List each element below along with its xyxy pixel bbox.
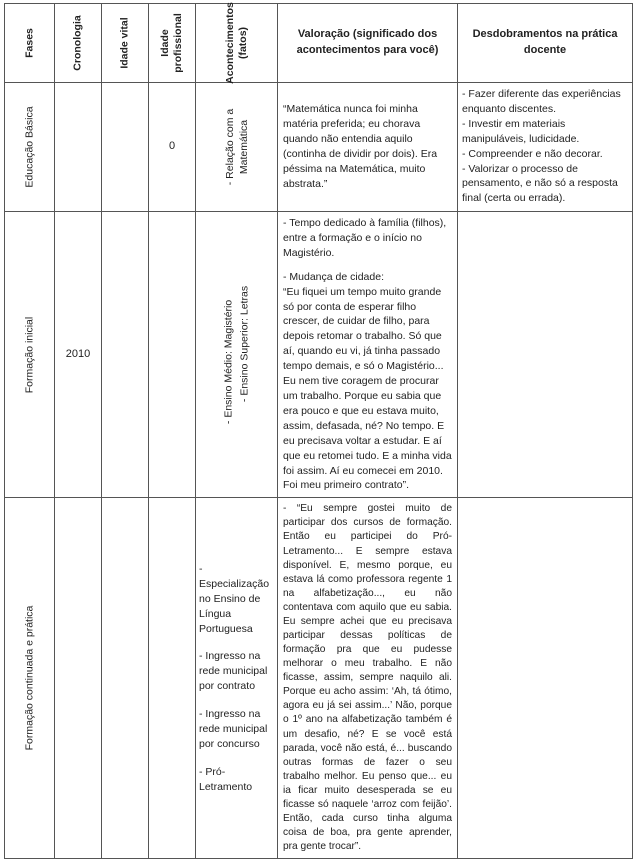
row2-valoracao-item: - Mudança de cidade: bbox=[283, 270, 384, 283]
header-desdobramentos-line1: Desdobramentos na prática bbox=[472, 28, 618, 41]
header-fases-label: Fases bbox=[22, 28, 35, 58]
row1-idade-profissional: 0 bbox=[149, 83, 196, 212]
header-idade-profissional bbox=[149, 4, 196, 83]
row3-idade-profissional bbox=[149, 498, 196, 859]
header-cronologia-label: Cronologia bbox=[71, 15, 84, 71]
row3-fase bbox=[5, 498, 55, 859]
header-acontecimentos bbox=[196, 4, 278, 83]
header-cronologia bbox=[55, 4, 102, 83]
row2-valoracao bbox=[278, 212, 458, 498]
header-idade-profissional-line2: profissional bbox=[172, 13, 184, 73]
header-desdobramentos-line2: docente bbox=[523, 44, 567, 56]
header-acontecimentos-label bbox=[223, 2, 249, 84]
row2-valoracao-quote: “Eu fiquei um tempo muito grande só por conta de esperar filho crescer, de cuidar de filho, para depois retomar o trabalho. Só que aí, quando eu vi, já tinha passado tempo demais, e só o Magistério... Eu nem tive coragem de procurar um trabalho. Porque eu sabia que era pouco e que eu estava muito, assim, defasada, né? No tempo. E eu precisava voltar a estudar. E aí que eu retomei tudo. E a minha vida foi assim. Aí eu comecei em 2010. Foi meu primeiro contrato”. bbox=[283, 285, 452, 492]
row3-acontecimentos bbox=[196, 498, 278, 859]
header-fases bbox=[5, 4, 55, 83]
row3-cronologia bbox=[55, 498, 102, 859]
row1-acontecimento-line1: - Relação com a bbox=[223, 108, 236, 186]
row2-acontecimentos-text bbox=[221, 286, 253, 424]
header-acontecimentos-line1: Acontecimentos bbox=[223, 2, 236, 84]
row2-acontecimento-line2: - Ensino Superior: Letras bbox=[237, 285, 250, 402]
header-acontecimentos-line2: (fatos) bbox=[236, 26, 249, 60]
row2-acontecimento-line1: - Ensino Médio: Magistério bbox=[221, 299, 234, 424]
header-idade-vital-label: Idade vital bbox=[118, 17, 131, 69]
row1-acontecimentos bbox=[196, 83, 278, 212]
row1-desdobramento-item: - Valorizar o processo de pensamento, e não só a resposta final (certa ou errada). bbox=[462, 162, 618, 205]
row1-cronologia bbox=[55, 83, 102, 212]
header-idade-profissional-label bbox=[159, 13, 185, 73]
row1-valoracao bbox=[278, 83, 458, 212]
row1-idade-vital bbox=[102, 83, 149, 212]
row3-fase-label: Formação continuada e prática bbox=[23, 605, 36, 751]
row3-idade-vital bbox=[102, 498, 149, 859]
header-desdobramentos bbox=[458, 4, 633, 83]
row1-desdobramento-item: - Fazer diferente das experiências enquanto discentes. bbox=[462, 88, 621, 115]
row3-acontecimento-item: - Pró-Letramento bbox=[199, 765, 253, 793]
header-valoracao bbox=[278, 4, 458, 83]
row2-idade-vital bbox=[102, 212, 149, 498]
table-row bbox=[5, 83, 633, 212]
table-row bbox=[5, 498, 633, 859]
row2-cronologia: 2010 bbox=[55, 212, 102, 498]
row1-valoracao-quote: “Matemática nunca foi minha matéria preferida; eu chorava quando não entendia aquilo (continha de dividir por dois). Era péssima na Matemática, muito abstrata.” bbox=[283, 103, 438, 190]
row1-desdobramento-item: - Compreender e não decorar. bbox=[462, 147, 603, 160]
row3-valoracao-quote: - “Eu sempre gostei muito de participar dos cursos de formação. Então eu participei do Pró-Letramento... E sempre estava disponível. E, mesmo porque, eu estava lá como professora regente 1 na alfabetização..., eu não contentava com aquilo que eu sabia. Eu sempre achei que eu precisava participar dessas políticas de formação pra que eu pudesse melhorar o meu trabalho. E não ficasse, assim, sempre naquilo ali. Porque eu acho assim: ‘Ah, tá ótimo, agora eu já sei assim...’ Não, porque o 1º ano na alfabetização também é um desafio, né? E se você está parada, você não está, é... buscando outras formas de fazer o seu trabalho melhor. Eu penso que... eu ia ficar muito desesperada se eu ficasse só naquele ‘arroz com feijão’. Então, cada curso tinha alguma coisa de boa, pra gente aprender, pra gente trocar”. bbox=[283, 503, 452, 853]
row3-acontecimento-item: - Ingresso na rede municipal por concurso bbox=[199, 708, 268, 750]
row1-fase-label: Educação Básica bbox=[23, 106, 36, 188]
header-idade-vital bbox=[102, 4, 149, 83]
row1-fase bbox=[5, 83, 55, 212]
row1-desdobramento-item: - Investir em materiais manipuláveis, ludicidade. bbox=[462, 117, 580, 145]
row1-acontecimento-line2: Matemática bbox=[237, 119, 250, 175]
row3-valoracao bbox=[278, 498, 458, 859]
table-row bbox=[5, 212, 633, 498]
header-idade-profissional-line1: Idade bbox=[158, 29, 171, 57]
row2-acontecimentos bbox=[196, 212, 278, 498]
row3-acontecimento-item: - Especialização no Ensino de Língua Portuguesa bbox=[199, 562, 270, 635]
row2-idade-profissional bbox=[149, 212, 196, 498]
trajectory-table bbox=[4, 3, 633, 859]
row3-acontecimento-item: - Ingresso na rede municipal por contrato bbox=[199, 650, 268, 693]
header-valoracao-line2: acontecimentos para você) bbox=[296, 44, 439, 56]
row1-acontecimentos-text bbox=[222, 109, 250, 185]
row3-desdobramentos bbox=[458, 498, 633, 859]
row1-desdobramentos bbox=[458, 83, 633, 212]
header-valoracao-line1: Valoração (significado dos bbox=[297, 28, 438, 41]
row2-valoracao-item: - Tempo dedicado à família (filhos), entre a formação e o início no Magistério. bbox=[283, 217, 447, 259]
header-row bbox=[5, 4, 633, 83]
row2-fase bbox=[5, 212, 55, 498]
row2-desdobramentos bbox=[458, 212, 633, 498]
row2-fase-label: Formação inicial bbox=[23, 316, 36, 393]
